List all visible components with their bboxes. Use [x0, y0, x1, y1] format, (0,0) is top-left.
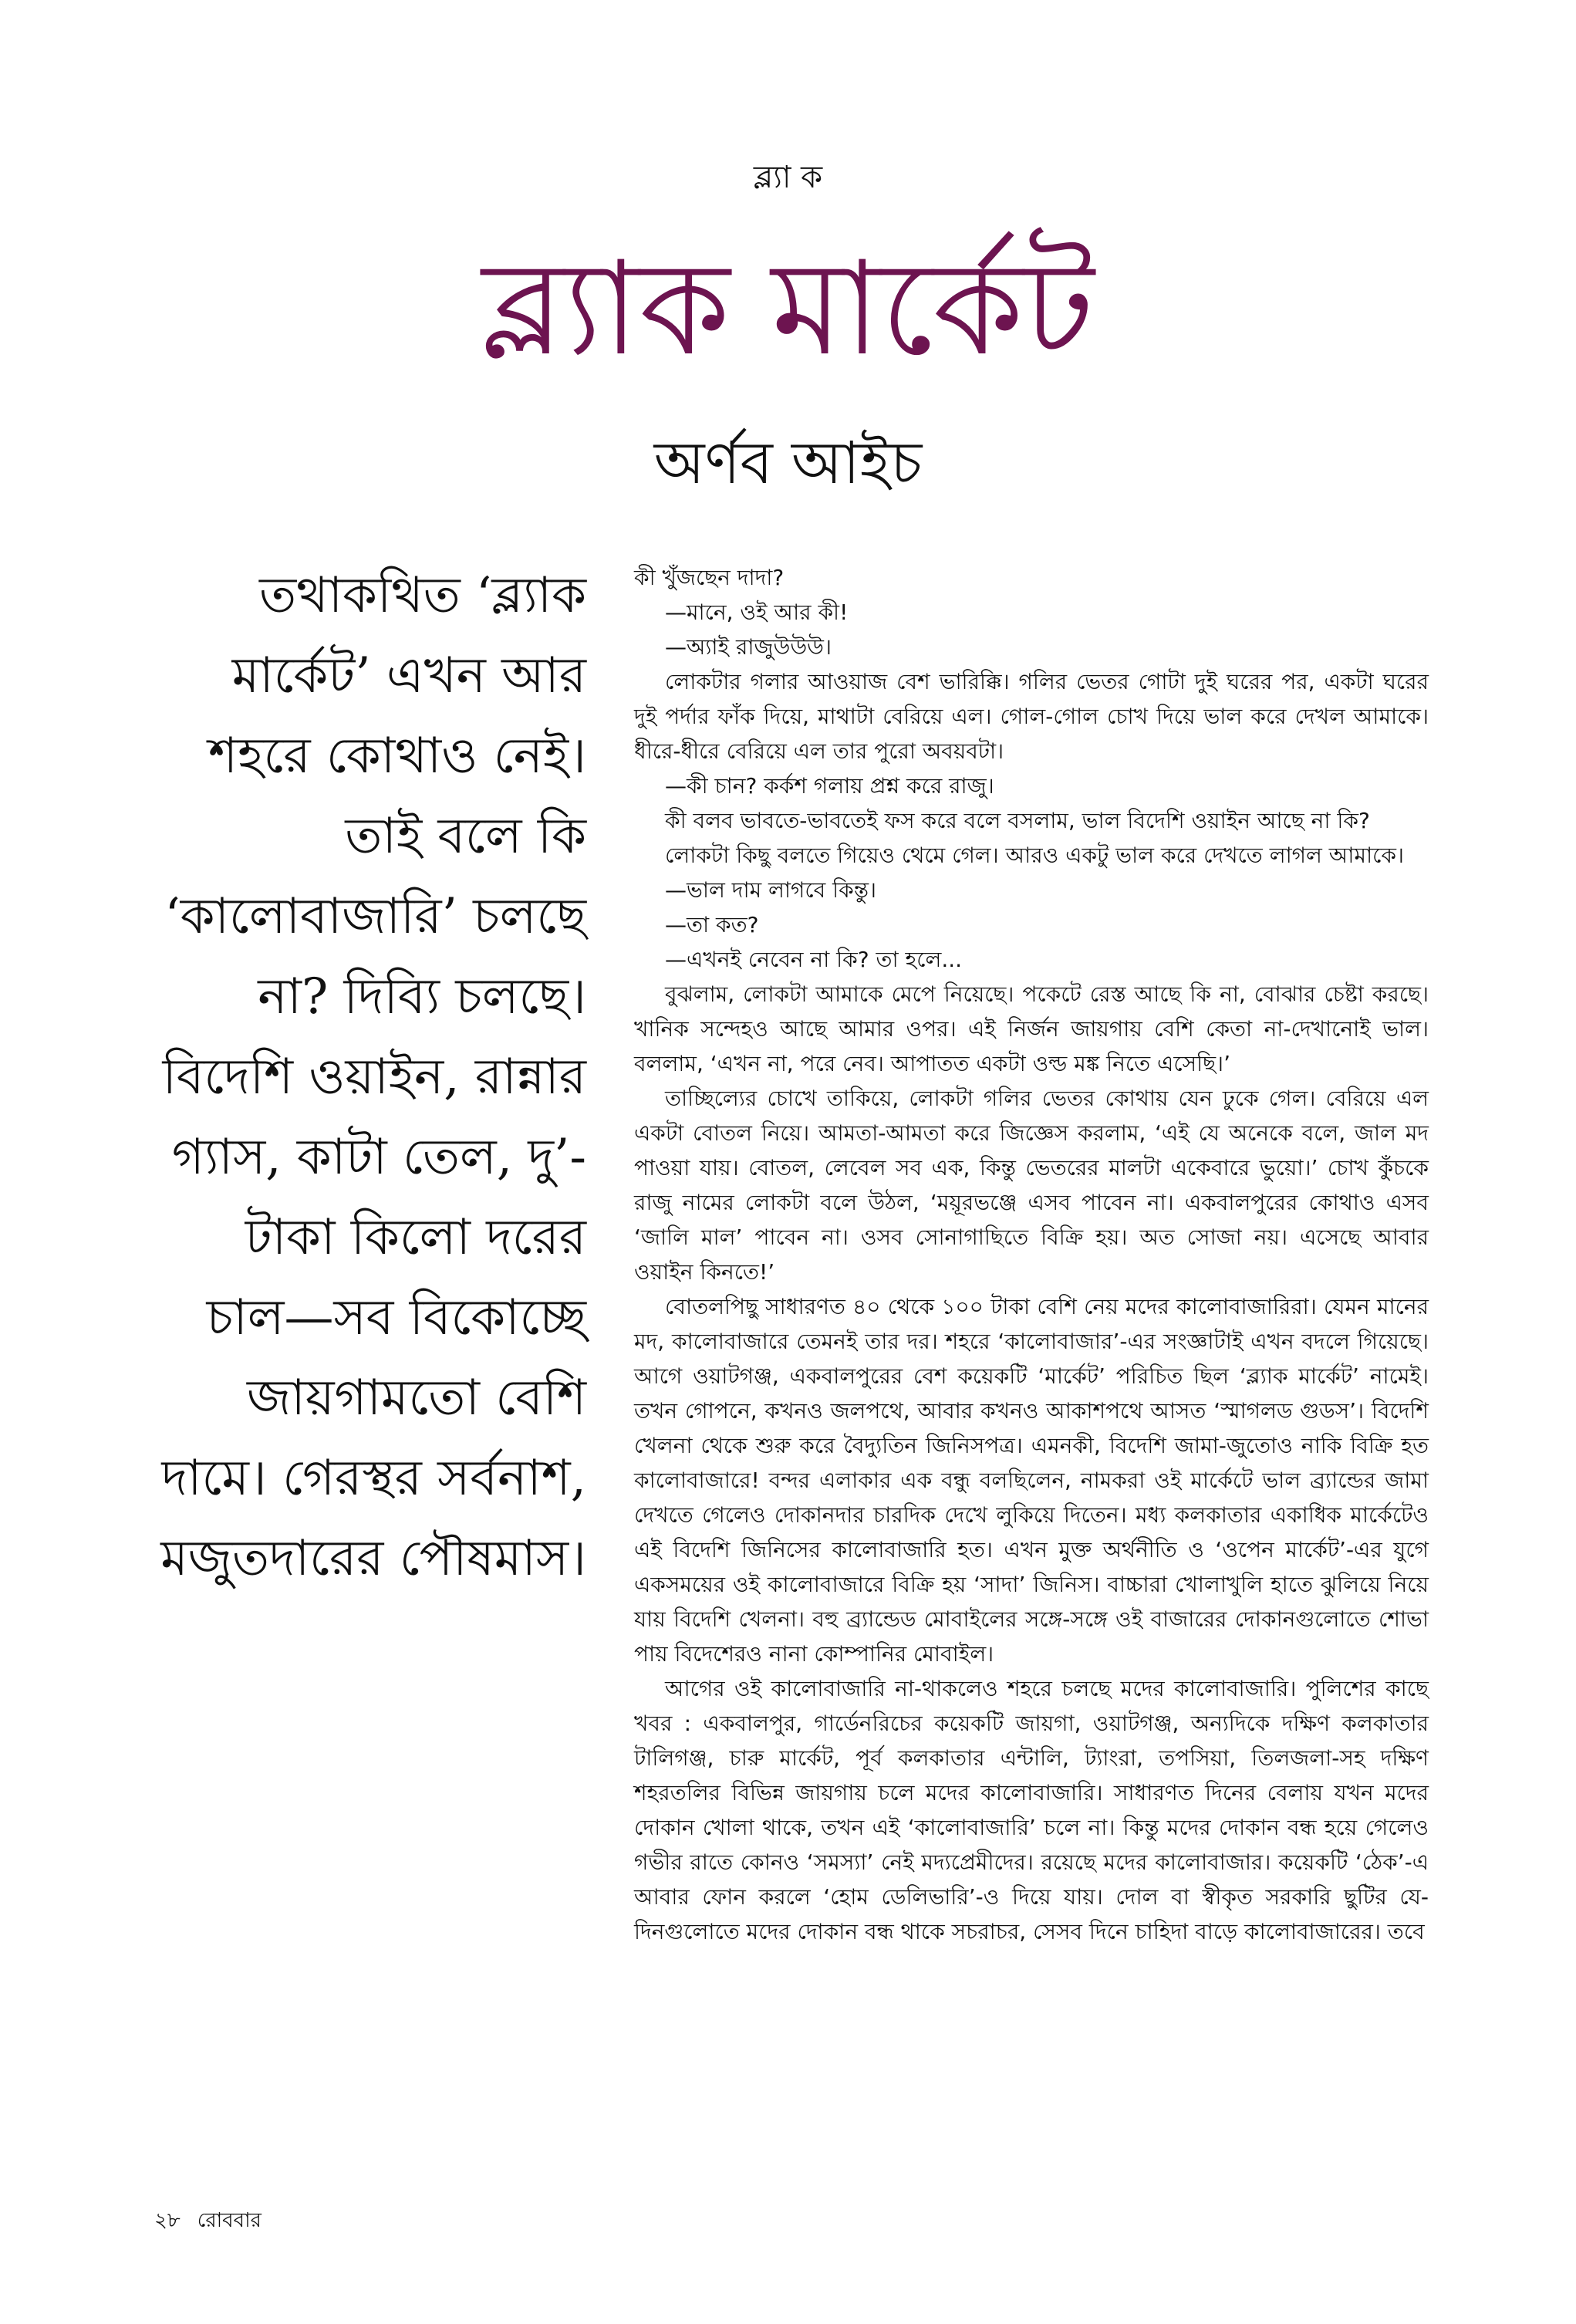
body-paragraph: —মানে, ওই আর কী!: [665, 600, 849, 625]
magazine-name: রোববার: [197, 2209, 262, 2232]
body-paragraph: লোকটার গলার আওয়াজ বেশ ভারিক্কি। গলির ভেতর গোটা দুই ঘরের পর, একটা ঘরের দুই পর্দার ফাঁক দিয়ে, মাথাটা বেরিয়ে এল। গোল-গোল চোখ দিয়ে ভাল করে দেখল আমাকে। ধীরে-ধীরে বেরিয়ে এল তার পুরো অবয়বটা।: [634, 669, 1429, 764]
body-paragraph: বোতলপিছু সাধারণত ৪০ থেকে ১০০ টাকা বেশি নেয় মদের কালোবাজারিরা। যেমন মানের মদ, কালোবাজারে তেমনই তার দর। শহরে ‘কালোবাজার’-এর সংজ্ঞাটাই এখন বদলে গিয়েছে। আগে ওয়াটগঞ্জ, একবালপুরের বেশ কয়েকটি ‘মার্কেট’ পরিচিত ছিল ‘ব্ল্যাক মার্কেট’ নামেই। তখন গোপনে, কখনও জলপথে, আবার কখনও আকাশপথে আসত ‘স্মাগলড গুডস’। বিদেশি খেলনা থেকে শুরু করে বৈদ্যুতিন জিনিসপত্র। এমনকী, বিদেশি জামা-জুতোও নাকি বিক্রি হত কালোবাজারে! বন্দর এলাকার এক বন্ধু বলছিলেন, নামকরা ওই মার্কেটে ভাল ব্র্যান্ডের জামা দেখতে গেলেও দোকানদার চারদিক দেখে লুকিয়ে দিতেন। মধ্য কলকাতার একাধিক মার্কেটেও এই বিদেশি জিনিসের কালোবাজারি হত। এখন মুক্ত অর্থনীতি ও ‘ওপেন মার্কেট’-এর যুগে একসময়ের ওই কালোবাজারে বিক্রি হয় ‘সাদা’ জিনিস। বাচ্চারা খোলাখুলি হাতে ঝুলিয়ে নিয়ে যায় বিদেশি খেলনা। বহু ব্র্যান্ডেড মোবাইলের সঙ্গে-সঙ্গে ওই বাজারের দোকানগুলোতে শোভা পায় বিদেশেরও নানা কোম্পানির মোবাইল।: [634, 1294, 1429, 1667]
body-paragraph: আগের ওই কালোবাজারি না-থাকলেও শহরে চলছে মদের কালোবাজারি। পুলিশের কাছে খবর : একবালপুর, গার্ডেনরিচের কয়েকটি জায়গা, ওয়াটগঞ্জ, অন্যদিকে দক্ষিণ কলকাতার টালিগঞ্জ, চারু মার্কেট, পূর্ব কলকাতার এন্টালি, ট্যাংরা, তপসিয়া, তিলজলা-সহ দক্ষিণ শহরতলির বিভিন্ন জায়গায় চলে মদের কালোবাজারি। সাধারণত দিনের বেলায় যখন মদের দোকান খোলা থাকে, তখন এই ‘কালোবাজারি’ চলে না। কিন্তু মদের দোকান বন্ধ হয়ে গেলেও গভীর রাতে কোনও ‘সমস্যা’ নেই মদ্যপ্রেমীদের। রয়েছে মদের কালোবাজার। কয়েকটি ‘ঠেক’-এ আবার ফোন করলে ‘হোম ডেলিভারি’-ও দিয়ে যায়। দোল বা স্বীকৃত সরকারি ছুটির যে-দিনগুলোতে মদের দোকান বন্ধ থাকে সচরাচর, সেসব দিনে চাহিদা বাড়ে কালোবাজারের। তবে: [634, 1676, 1429, 1944]
body-paragraph: তাচ্ছিল্যের চোখে তাকিয়ে, লোকটা গলির ভেতর কোথায় যেন ঢুকে গেল। বেরিয়ে এল একটা বোতল নিয়ে। আমতা-আমতা করে জিজ্ঞেস করলাম, ‘এই যে অনেকে বলে, জাল মদ পাওয়া যায়। বোতল, লেবেল সব এক, কিন্তু ভেতরের মালটা একেবারে ভুয়ো।’ চোখ কুঁচকে রাজু নামের লোকটা বলে উঠল, ‘ময়ূরভঞ্জে এসব পাবেন না। একবালপুরের কোথাও এসব ‘জালি মাল’ পাবেন না। ওসব সোনাগাছিতে বিক্রি হয়। অত সোজা নয়। এসেছে আবার ওয়াইন কিনতে!’: [634, 1086, 1429, 1285]
body-paragraph: কী খুঁজছেন দাদা?: [634, 565, 785, 590]
body-paragraph: কী বলব ভাবতে-ভাবতেই ফস করে বলে বসলাম, ভাল বিদেশি ওয়াইন আছে না কি?: [665, 808, 1370, 833]
article-title: ব্ল্যাক মার্কেট: [481, 233, 1095, 384]
page-number: ২৮: [154, 2209, 181, 2232]
section-kicker: ব্ল্যা ক: [753, 160, 823, 195]
body-paragraph: লোকটা কিছু বলতে গিয়েও থেমে গেল। আরও একটু ভাল করে দেখতে লাগল আমাকে।: [665, 843, 1404, 868]
body-paragraph: —কী চান? কর্কশ গলায় প্রশ্ন করে রাজু।: [665, 773, 994, 799]
page-footer: [154, 2205, 262, 2236]
pull-quote: তথাকথিত ‘ব্ল্যাক মার্কেট’ এখন আর শহরে কোথাও নেই। তাই বলে কি ‘কালোবাজারি’ চলছে না? দিব্যি চলছে। বিদেশি ওয়াইন, রান্নার গ্যাস, কাটা তেল, দু’-টাকা কিলো দরের চাল—সব বিকোচ্ছে জায়গামতো বেশি দামে। গেরস্থর সর্বনাশ, মজুতদারের পৌষমাস।: [160, 567, 586, 1587]
body-paragraph: বুঝলাম, লোকটা আমাকে মেপে নিয়েছে। পকেটে রেস্ত আছে কি না, বোঝার চেষ্টা করছে। খানিক সন্দেহও আছে আমার ওপর। এই নির্জন জায়গায় বেশি কেতা না-দেখানোই ভাল। বললাম, ‘এখন না, পরে নেব। আপাতত একটা ওল্ড মঙ্ক নিতে এসেছি।’: [634, 981, 1429, 1076]
author-byline: অর্ণব আইচ: [653, 428, 923, 497]
body-paragraph: —অ্যাই রাজুউউউ।: [665, 634, 832, 660]
body-paragraph: —তা কত?: [665, 912, 759, 937]
article-body: [634, 560, 1429, 1949]
body-paragraph: —এখনই নেবেন না কি? তা হলে...: [665, 947, 963, 972]
body-paragraph: —ভাল দাম লাগবে কিন্তু।: [665, 877, 877, 903]
